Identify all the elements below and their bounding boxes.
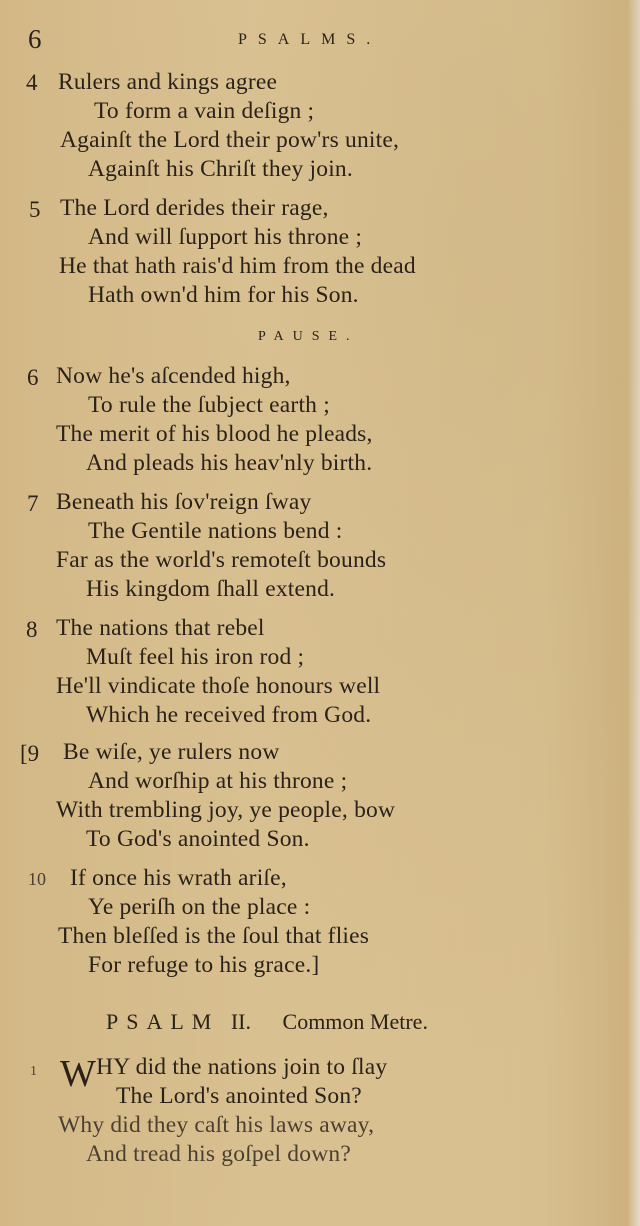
drop-cap: W xyxy=(60,1053,97,1095)
stanza-number: 7 xyxy=(27,491,39,516)
verse-line-rest: HY did the nations join to ſlay xyxy=(96,1054,388,1080)
verse-line: And will ſupport his throne ; xyxy=(88,224,363,250)
psalm-metre: Common Metre. xyxy=(282,1009,428,1034)
verse-line: Hath own'd him for his Son. xyxy=(88,282,359,308)
stanza-number: 6 xyxy=(27,365,39,390)
verse-line: Againſt his Chriſt they join. xyxy=(88,156,353,182)
pause-heading: PAUSE. xyxy=(258,329,359,344)
verse-line: The Lord derides their rage, xyxy=(60,195,329,221)
verse-line: The nations that rebel xyxy=(56,615,265,641)
psalm-title-word: PSALM xyxy=(106,1009,220,1034)
verse-line: And worſhip at his throne ; xyxy=(88,768,348,794)
verse-line: The merit of his blood he pleads, xyxy=(56,421,373,447)
verse-line: To rule the ſubject earth ; xyxy=(88,392,330,418)
verse-line: He that hath rais'd him from the dead xyxy=(59,253,416,279)
stanza-number: 8 xyxy=(26,617,38,642)
stanza-number: 5 xyxy=(29,197,41,222)
verse-line: Be wiſe, ye rulers now xyxy=(63,739,280,765)
verse-line: He'll vindicate thoſe honours well xyxy=(56,673,381,699)
verse-line: And pleads his heav'nly birth. xyxy=(86,450,373,476)
psalm-title-number: II. xyxy=(230,1009,252,1034)
verse-line: To form a vain deſign ; xyxy=(94,98,315,124)
page-number: 6 xyxy=(28,24,42,54)
verse-line: The Lord's anointed Son? xyxy=(116,1083,362,1109)
verse-line: His kingdom ſhall extend. xyxy=(86,576,336,602)
verse-line: Rulers and kings agree xyxy=(58,69,278,95)
verse-line: With trembling joy, ye people, bow xyxy=(56,797,396,823)
verse-line: Ye periſh on the place : xyxy=(88,894,311,920)
stanza-number: 1 xyxy=(30,1064,37,1079)
verse-line: Muſt feel his iron rod ; xyxy=(86,644,305,670)
psalm-heading xyxy=(106,1009,428,1035)
verse-line: Far as the world's remoteſt bounds xyxy=(56,547,387,573)
verse-line: The Gentile nations bend : xyxy=(88,518,343,544)
verse-line: If once his wrath ariſe, xyxy=(70,865,287,891)
stanza-number: 10 xyxy=(28,869,46,889)
verse-line: Beneath his ſov'reign ſway xyxy=(56,489,312,515)
verse-line: To God's anointed Son. xyxy=(86,826,310,852)
verse-line: Then bleſſed is the ſoul that flies xyxy=(58,923,370,949)
verse-line: Which he received from God. xyxy=(86,702,372,728)
stanza-number: [9 xyxy=(20,741,40,766)
verse-line: And tread his goſpel down? xyxy=(86,1141,351,1167)
verse-line: For refuge to his grace.] xyxy=(88,952,320,978)
verse-line: Why did they caſt his laws away, xyxy=(58,1112,375,1138)
verse-line: Againſt the Lord their pow'rs unite, xyxy=(60,127,400,153)
running-head: PSALMS. xyxy=(238,31,382,48)
verse-line: Now he's aſcended high, xyxy=(56,363,291,389)
stanza-number: 4 xyxy=(26,70,38,95)
